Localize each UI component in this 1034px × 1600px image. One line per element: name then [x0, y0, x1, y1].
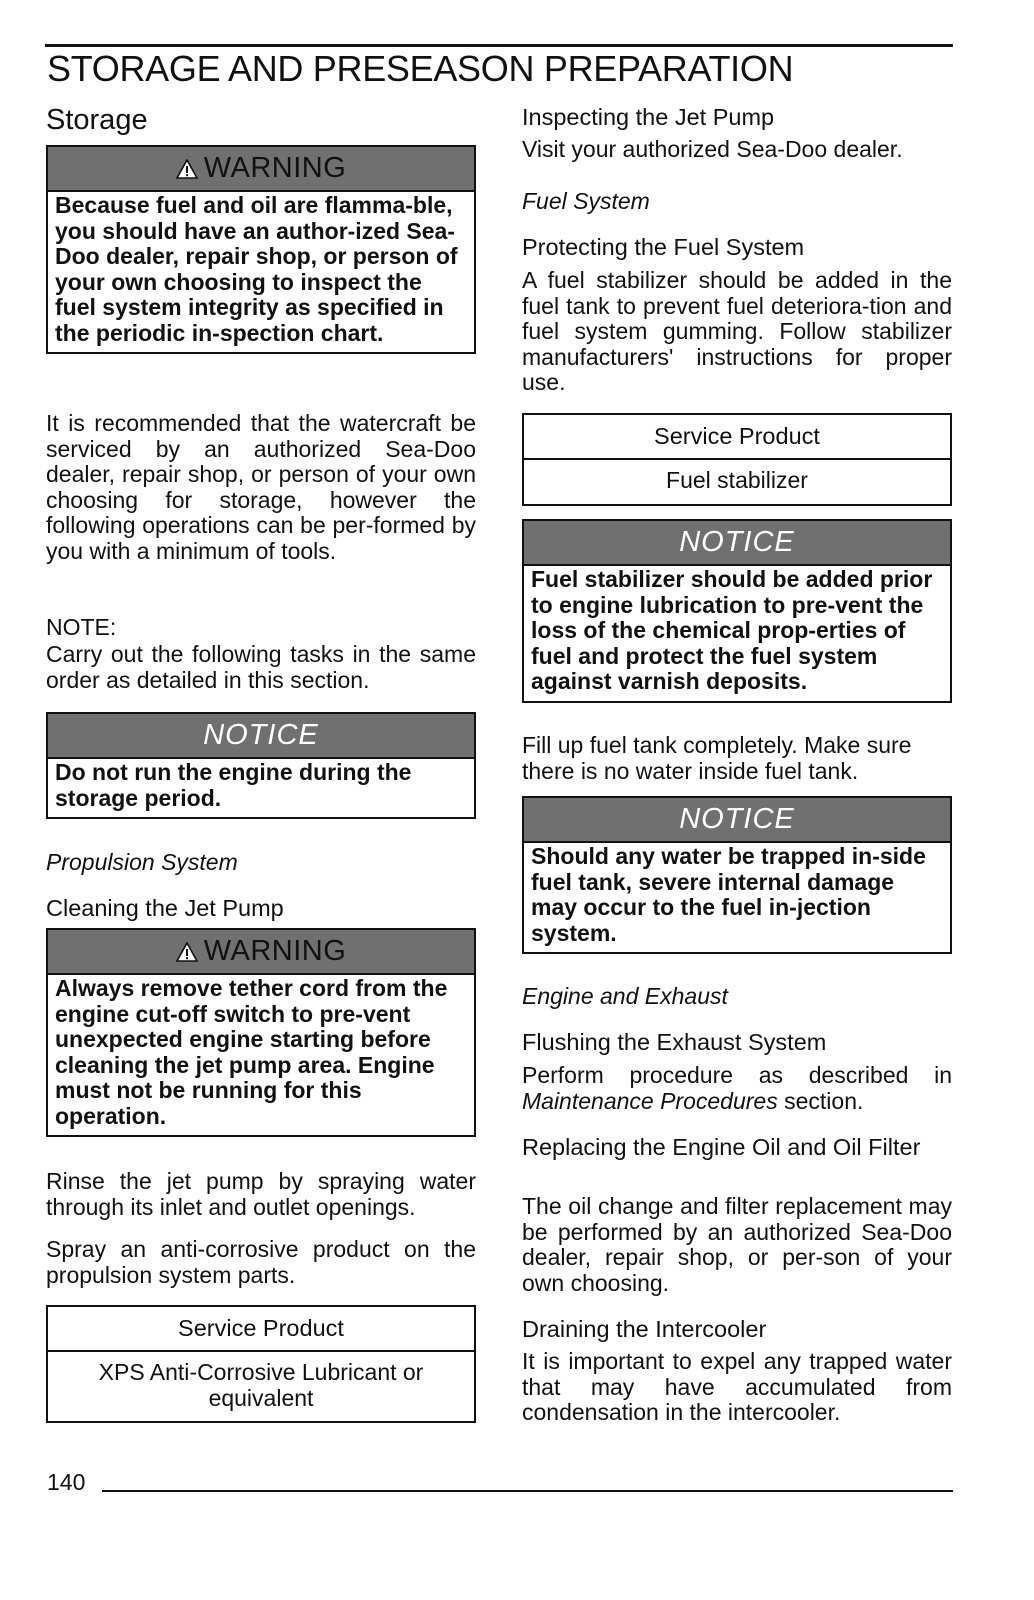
page-title: STORAGE AND PRESEASON PREPARATION	[47, 48, 794, 89]
warning-text: Always remove tether cord from the engine cut-off switch to pre-vent unexpected engine starting before cleaning the jet pump area. Engine must not be running for this operation.	[55, 975, 448, 1129]
notice-box-stabilizer	[522, 519, 952, 703]
warning-label: WARNING	[203, 935, 347, 967]
notice-header: NOTICE	[524, 521, 950, 566]
cleaning-heading: Cleaning the Jet Pump	[46, 895, 284, 921]
rinse-paragraph: Rinse the jet pump by spraying water through its inlet and outlet openings.	[46, 1168, 476, 1220]
service-product-table	[522, 413, 952, 506]
notice-box-storage	[46, 712, 476, 819]
flushing-text-after: section.	[784, 1087, 864, 1114]
footer-rule	[102, 1490, 953, 1492]
service-product-table	[46, 1305, 476, 1423]
service-product-value: XPS Anti-Corrosive Lubricant or equivalent	[98, 1359, 424, 1411]
intro-paragraph: It is recommended that the watercraft be serviced by an authorized Sea-Doo dealer, repair shop, or person of your own choosing for storage, however the following operations can be per-formed by you with a minimum of tools.	[46, 410, 476, 564]
propulsion-heading: Propulsion System	[46, 849, 238, 875]
flushing-text-before: Perform procedure as described in	[522, 1062, 952, 1088]
notice-text: Should any water be trapped in-side fuel tank, severe internal damage may occur to the fuel in-jection system.	[531, 843, 926, 946]
warning-box-tether	[46, 928, 476, 1137]
note-text: Carry out the following tasks in the same order as detailed in this section.	[46, 641, 476, 693]
flushing-text	[522, 1063, 952, 1114]
service-product-header: Service Product	[48, 1307, 474, 1352]
oil-text: The oil change and filter replacement may be performed by an authorized Sea-Doo dealer, repair shop, or per-son of your own choosing.	[522, 1193, 952, 1296]
engine-heading: Engine and Exhaust	[522, 983, 728, 1009]
spray-paragraph: Spray an anti-corrosive product on the propulsion system parts.	[46, 1236, 476, 1288]
warning-triangle-icon	[176, 159, 198, 179]
intercooler-text: It is important to expel any trapped water that may have accumulated from condensation in the intercooler.	[522, 1348, 952, 1425]
notice-header: NOTICE	[524, 798, 950, 843]
warning-header	[48, 147, 474, 192]
warning-label: WARNING	[203, 152, 347, 184]
notice-text: Do not run the engine during the storage period.	[55, 759, 412, 811]
intercooler-heading: Draining the Intercooler	[522, 1316, 767, 1342]
flushing-heading: Flushing the Exhaust System	[522, 1029, 827, 1055]
warning-text: Because fuel and oil are flamma-ble, you should have an author-ized Sea-Doo dealer, repair shop, or person of your own choosing to inspect the fuel system integrity as specified in the periodic in-spection chart.	[55, 192, 458, 346]
service-product-value: Fuel stabilizer	[666, 467, 808, 493]
page-number: 140	[47, 1469, 86, 1495]
fuel-system-heading: Fuel System	[522, 188, 650, 214]
title-rule	[45, 44, 953, 47]
warning-box-flammable	[46, 145, 476, 354]
inspecting-text: Visit your authorized Sea-Doo dealer.	[522, 136, 903, 162]
storage-heading: Storage	[46, 104, 148, 136]
protecting-text: A fuel stabilizer should be added in the fuel tank to prevent fuel deteriora-tion and fuel system gumming. Follow stabilizer manufacturers' instructions for proper use.	[522, 267, 952, 395]
oil-heading: Replacing the Engine Oil and Oil Filter	[522, 1134, 921, 1160]
inspecting-heading: Inspecting the Jet Pump	[522, 104, 775, 130]
warning-triangle-icon	[176, 942, 198, 962]
maintenance-procedures-reference: Maintenance Procedures	[522, 1087, 778, 1114]
notice-header: NOTICE	[48, 714, 474, 759]
notice-box-water	[522, 796, 952, 954]
protecting-heading: Protecting the Fuel System	[522, 234, 805, 260]
service-product-header: Service Product	[524, 415, 950, 460]
note-label: NOTE:	[46, 614, 117, 640]
notice-text: Fuel stabilizer should be added prior to engine lubrication to pre-vent the loss of the chemical prop-erties of fuel and protect the fuel system against varnish deposits.	[531, 566, 933, 694]
warning-header	[48, 930, 474, 975]
fill-text: Fill up fuel tank completely. Make sure there is no water inside fuel tank.	[522, 732, 912, 784]
